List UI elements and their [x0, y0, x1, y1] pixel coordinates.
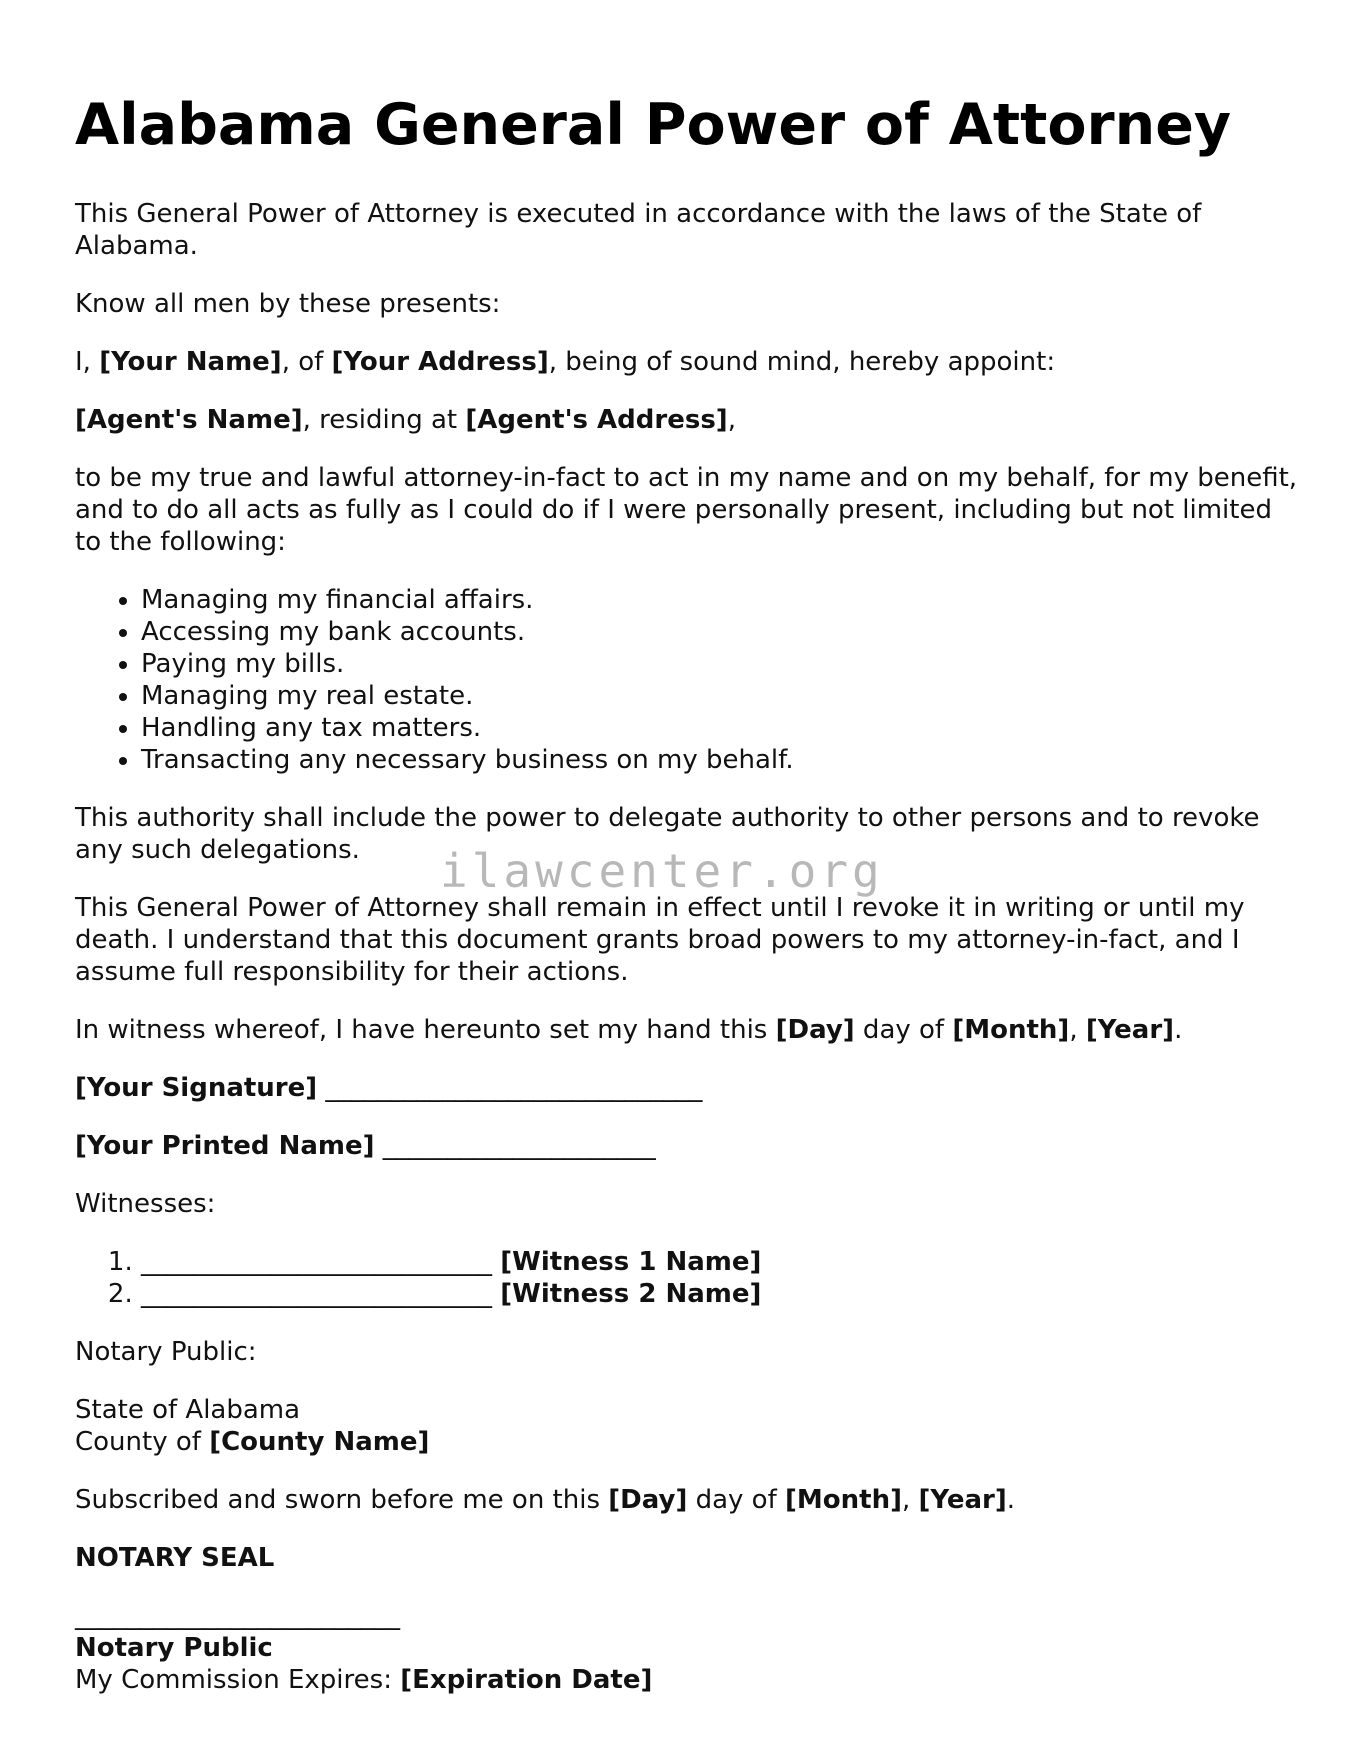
- powers-list: [75, 584, 1305, 776]
- witness-list: [75, 1246, 1305, 1310]
- witness-clause-paragraph: In witness whereof, I have hereunto set my hand this [Day] day of [Month], [Year].: [75, 1015, 1183, 1045]
- month-placeholder: [Month]: [785, 1485, 902, 1515]
- notary-signature-blank: _________________________: [75, 1601, 400, 1631]
- page-title: Alabama General Power of Attorney: [75, 92, 1232, 158]
- state-line: State of Alabama: [75, 1395, 301, 1425]
- printed-name-line: [75, 1130, 1305, 1162]
- notary-heading: Notary Public:: [75, 1337, 257, 1367]
- agent-name-placeholder: [Agent's Name]: [75, 405, 303, 435]
- list-item: [141, 1246, 1305, 1278]
- list-item: • Handling any tax matters.: [141, 712, 1305, 744]
- notary-public-label: Notary Public: [75, 1633, 273, 1663]
- list-item: [141, 1278, 1305, 1310]
- day-placeholder: [Day]: [608, 1485, 688, 1515]
- witness-name-placeholder: [Witness 1 Name]: [500, 1247, 762, 1277]
- grant-paragraph: to be my true and lawful attorney-in-fact to act in my name and on my behalf, for my benefit, and to do all acts as fully as I could do if I were personally present, including but not limited to the following:: [75, 463, 1298, 557]
- commission-line: My Commission Expires: [Expiration Date]: [75, 1665, 653, 1695]
- principal-name-placeholder: [Your Name]: [99, 347, 282, 377]
- witness-blank: ___________________________: [141, 1279, 501, 1309]
- list-item: • Accessing my bank accounts.: [141, 616, 1305, 648]
- witnesses-heading: Witnesses:: [75, 1189, 216, 1219]
- list-item: • Transacting any necessary business on my behalf.: [141, 744, 1305, 776]
- day-placeholder: [Day]: [775, 1015, 855, 1045]
- witness-blank: ___________________________: [141, 1247, 501, 1277]
- signature-label: [Your Signature]: [75, 1073, 318, 1103]
- list-item: • Paying my bills.: [141, 648, 1305, 680]
- principal-paragraph: I, [Your Name], of [Your Address], being of sound mind, hereby appoint:: [75, 347, 1056, 377]
- signature-line: [75, 1072, 1305, 1104]
- list-item: • Managing my financial affairs.: [141, 584, 1305, 616]
- printed-name-blank: _____________________: [374, 1131, 656, 1161]
- agent-address-placeholder: [Agent's Address]: [465, 405, 728, 435]
- duration-paragraph: This General Power of Attorney shall remain in effect until I revoke it in writing or until my death. I understand that this document grants broad powers to my attorney-in-fact, and I assume full responsibility for their actions.: [75, 893, 1245, 987]
- notary-seal-label: NOTARY SEAL: [75, 1543, 275, 1573]
- year-placeholder: [Year]: [918, 1485, 1007, 1515]
- know-all-paragraph: Know all men by these presents:: [75, 289, 501, 319]
- year-placeholder: [Year]: [1085, 1015, 1175, 1045]
- intro-paragraph: This General Power of Attorney is executed in accordance with the laws of the State of Alabama.: [75, 199, 1202, 261]
- printed-name-label: [Your Printed Name]: [75, 1131, 375, 1161]
- agent-paragraph: [Agent's Name], residing at [Agent's Address],: [75, 405, 736, 435]
- month-placeholder: [Month]: [952, 1015, 1070, 1045]
- sworn-paragraph: Subscribed and sworn before me on this [Day] day of [Month], [Year].: [75, 1485, 1015, 1515]
- watermark-text: ilawcenter.org: [440, 844, 884, 898]
- list-item: • Managing my real estate.: [141, 680, 1305, 712]
- expiration-date-placeholder: [Expiration Date]: [400, 1665, 653, 1695]
- county-placeholder: [County Name]: [209, 1427, 430, 1457]
- signature-blank: _____________________________: [317, 1073, 703, 1103]
- principal-address-placeholder: [Your Address]: [331, 347, 549, 377]
- venue-block: State of Alabama County of [County Name]: [75, 1395, 430, 1457]
- witness-name-placeholder: [Witness 2 Name]: [500, 1279, 762, 1309]
- delegation-paragraph: This authority shall include the power to delegate authority to other persons and to revoke any such delegations.: [75, 803, 1260, 865]
